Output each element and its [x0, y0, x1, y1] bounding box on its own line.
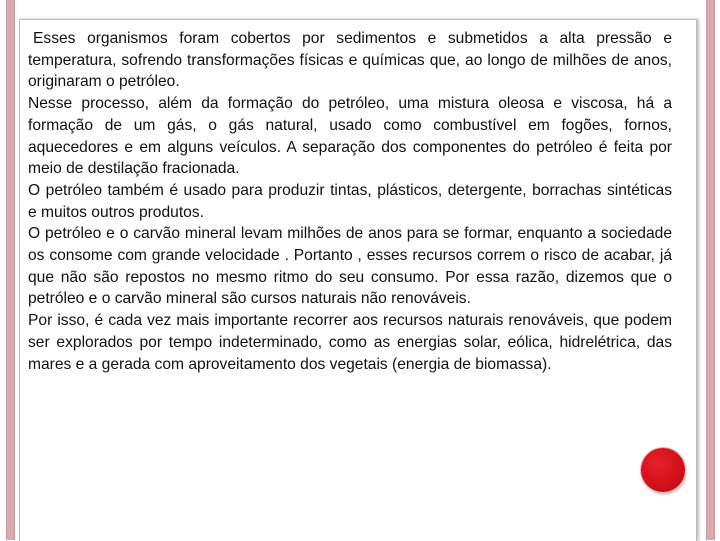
left-decorative-border [6, 0, 15, 540]
red-circle-decoration [641, 448, 685, 492]
slide-text-body [28, 28, 672, 375]
paragraph-non-renewable: O petróleo e o carvão mineral levam milhões de anos para se formar, enquanto a sociedade os consome com grande velocidade . Portanto , esses recursos correm o risco de acabar, já que não são repostos no mesmo ritmo do seu consumo. Por essa razão, dizemos que o petróleo e o carvão mineral são cursos naturais não renováveis. [28, 225, 672, 308]
paragraph-natural-gas: Nesse processo, além da formação do petróleo, uma mistura oleosa e viscosa, há a formação de um gás, o gás natural, usado como combustível em fogões, fornos, aquecedores e em alguns veículos. A separação dos componentes do petróleo é feita por meio de destilação fracionada. [28, 95, 672, 178]
right-decorative-border [706, 0, 715, 540]
paragraph-renewable: Por isso, é cada vez mais importante recorrer aos recursos naturais renováveis, que podem ser explorados por tempo indeterminado, como as energias solar, eólica, hidrelétrica, das mares e a gerada com aproveitamento dos vegetais (energia de biomassa). [28, 312, 672, 373]
paragraph-sediments: Esses organismos foram cobertos por sedimentos e submetidos a alta pressão e temperatura, sofrendo transformações físicas e químicas que, ao longo de milhões de anos, originaram o petróleo. [28, 30, 672, 91]
paragraph-petroleum-uses: O petróleo também é usado para produzir tintas, plásticos, detergente, borrachas sintéticas e muitos outros produtos. [28, 181, 672, 221]
